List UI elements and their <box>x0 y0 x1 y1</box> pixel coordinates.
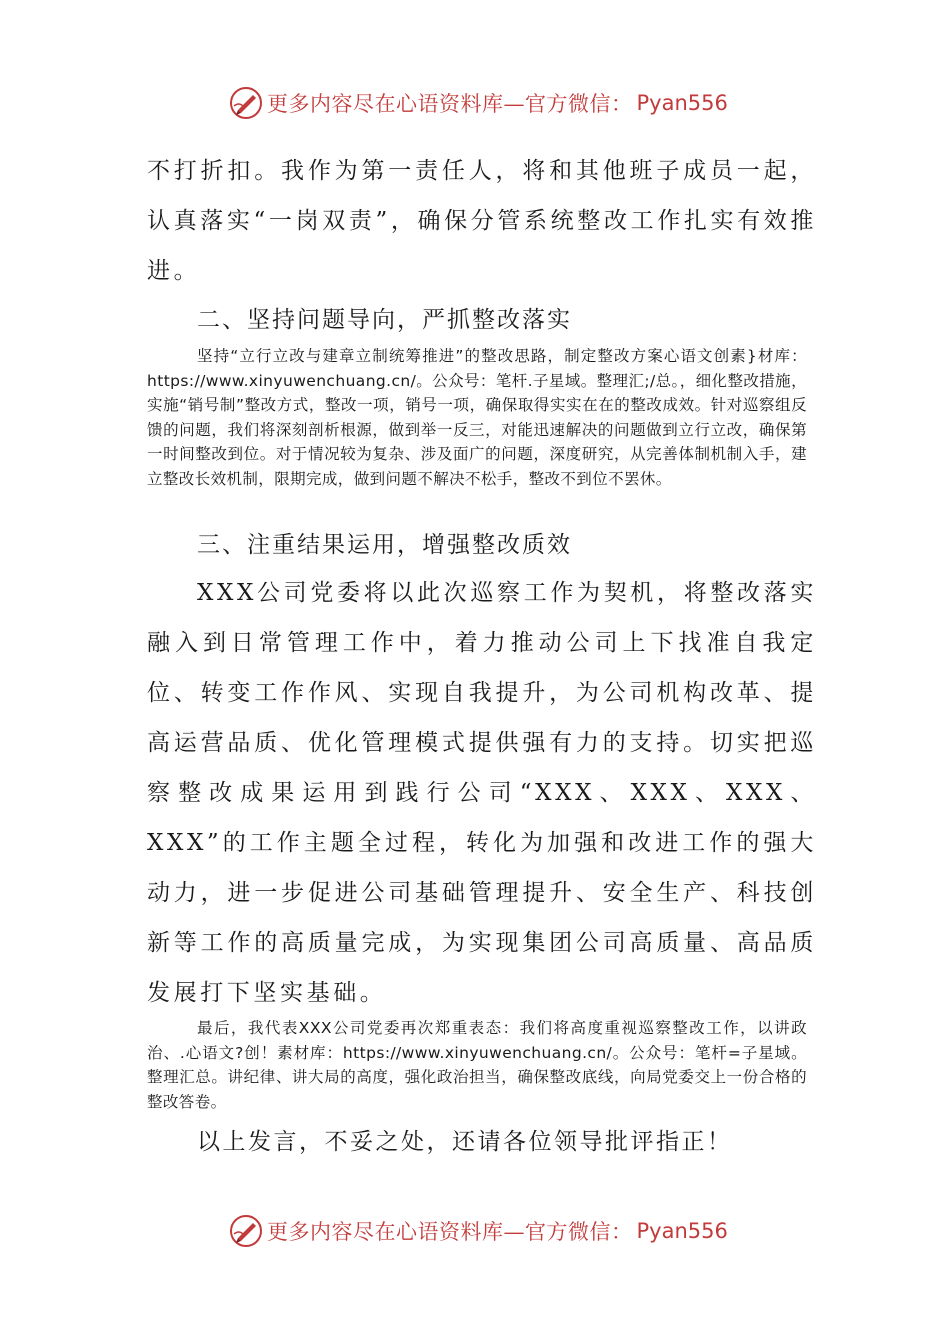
watermark-wechat-id: Pyan556 <box>636 91 728 115</box>
watermark-text: 更多内容尽在心语资料库—官方微信： <box>267 1220 633 1244</box>
pen-logo-icon <box>229 1214 263 1248</box>
watermark-text: 更多内容尽在心语资料库—官方微信： <box>267 92 633 116</box>
section-heading-3: 三、注重结果运用，增强整改质效 <box>197 532 572 558</box>
pen-logo-icon <box>229 86 263 120</box>
paragraph-4: 最后，我代表XXX公司党委再次郑重表态：我们将高度重视巡察整改工作，以讲政治、.心语文?创！素材库：https://www.xinyuwenchuang.cn/。公众号：笔杆=子星域。整理汇总。讲纪律、讲大局的高度，强化政治担当，确保整改底线，向局党委交上一份合格的整改答卷。 <box>147 1019 807 1111</box>
section-heading-2: 二、坚持问题导向，严抓整改落实 <box>197 307 572 333</box>
watermark-wechat-id: Pyan556 <box>636 1219 728 1243</box>
paragraph-1: 不打折扣。我作为第一责任人，将和其他班子成员一起，认真落实“一岗双责”，确保分管系统整改工作扎实有效推进。 <box>147 158 817 284</box>
closing-statement: 以上发言，不妥之处，还请各位领导批评指正！ <box>197 1129 733 1155</box>
paragraph-2: 坚持“立行立改与建章立制统筹推进”的整改思路，制定整改方案心语文创素}材库：https://www.xinyuwenchuang.cn/。公众号：笔杆.子星域。整理汇;/总。，细化整改措施，实施“销号制”整改方式，整改一项，销号一项，确保取得实实在在的整改成效。针对巡察组反馈的问题，我们将深刻剖析根源，做到举一反三，对能迅速解决的问题做到立行立改，确保第一时间整改到位。对于情况较为复杂、涉及面广的问题，深度研究，从完善体制机制入手，建立整改长效机制，限期完成，做到问题不解决不松手，整改不到位不罢休。 <box>147 347 807 488</box>
header-watermark <box>229 86 728 120</box>
paragraph-3: XXX公司党委将以此次巡察工作为契机，将整改落实融入到日常管理工作中，着力推动公司上下找准自我定位、转变工作作风、实现自我提升，为公司机构改革、提高运营品质、优化管理模式提供强有力的支持。切实把巡察整改成果运用到践行公司“XXX、XXX、XXX、XXX”的工作主题全过程，转化为加强和改进工作的强大动力，进一步促进公司基础管理提升、安全生产、科技创新等工作的高质量完成，为实现集团公司高质量、高品质发展打下坚实基础。 <box>147 580 817 1006</box>
footer-watermark <box>229 1214 728 1248</box>
